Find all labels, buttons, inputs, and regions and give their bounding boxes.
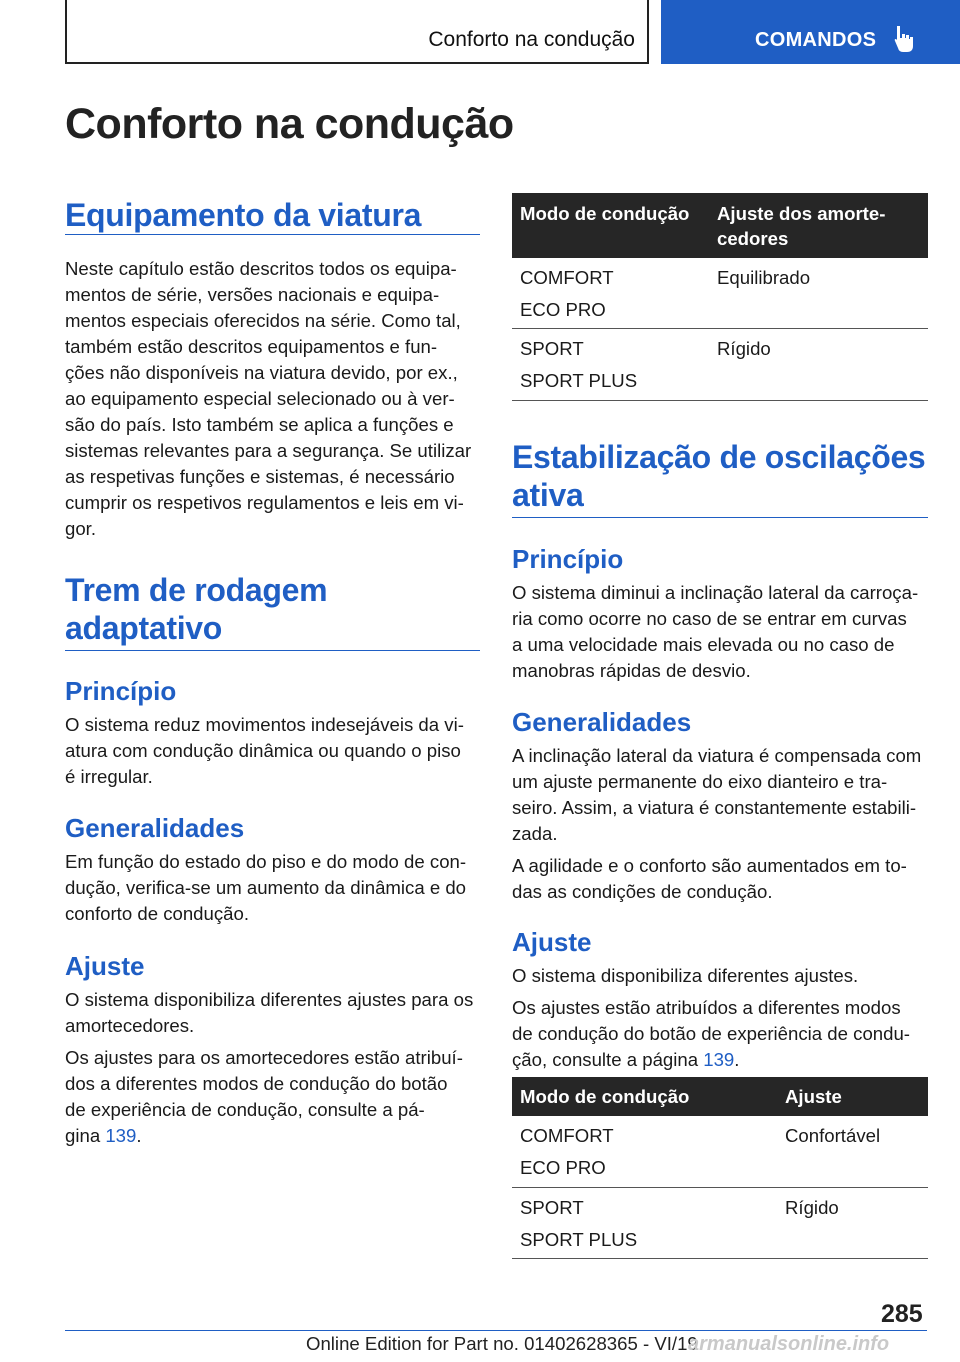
text-line: sistemas relevantes para a segurança. Se utilizar (65, 440, 472, 461)
page-title: Conforto na condução (65, 100, 514, 148)
page-link-139[interactable]: 139 (105, 1125, 137, 1146)
table-row (512, 258, 928, 329)
text-line: ções não disponíveis na viatura devido, por ex., (65, 362, 458, 383)
mode-label: SPORT PLUS (520, 370, 638, 391)
cell-mode (520, 333, 637, 397)
heading-line: Trem de rodagem (65, 572, 328, 608)
table-row (512, 1116, 928, 1188)
paragraph-generalidades (65, 849, 480, 927)
header-line: cedores (717, 228, 789, 249)
text-line: seiro. Assim, a viatura é constantemente estabili- (512, 797, 917, 818)
cell-setting: Rígido (717, 338, 771, 359)
page-number: 285 (881, 1300, 923, 1328)
heading-principio: Princípio (512, 544, 624, 574)
text-line: zada. (512, 823, 558, 844)
cell-mode (520, 1120, 614, 1184)
text-line: Em função do estado do piso e do modo de con- (65, 851, 467, 872)
table-header (512, 1077, 928, 1116)
text-line: um ajuste permanente do eixo dianteiro e tra- (512, 771, 888, 792)
heading-generalidades: Generalidades (65, 813, 245, 843)
text-line: ria como ocorre no caso de se entrar em curvas (512, 608, 907, 629)
paragraph-principio (512, 580, 928, 684)
pointing-hand-icon (893, 24, 919, 54)
paragraph-ajuste-2 (512, 995, 928, 1073)
text-line: conforto de condução. (65, 903, 250, 924)
paragraph-ajuste-1: O sistema disponibiliza diferentes ajustes. (512, 965, 859, 986)
table-row (512, 329, 928, 401)
text-line: A agilidade e o conforto são aumentados em to- (512, 855, 907, 876)
text-fragment: gina (65, 1125, 106, 1146)
text-line: cumprir os respetivos regulamentos e leis em vi- (65, 492, 464, 513)
heading-rule (512, 517, 928, 518)
text-line: Os ajustes para os amortecedores estão atribuí- (65, 1047, 463, 1068)
text-fragment: . (136, 1125, 142, 1146)
text-fragment: . (734, 1049, 740, 1070)
heading-line: adaptativo (65, 610, 223, 646)
mode-label: COMFORT (520, 1125, 614, 1146)
text-line: O sistema disponibiliza diferentes ajustes para os (65, 989, 474, 1010)
text-line: Neste capítulo estão descritos todos os equipa- (65, 258, 457, 279)
column-header-mode: Modo de condução (520, 203, 690, 224)
heading-rule (65, 650, 480, 651)
footer-rule (65, 1330, 927, 1331)
running-header-chapter (661, 0, 960, 64)
heading-line: ativa (512, 477, 584, 513)
text-line: Os ajustes estão atribuídos a diferentes modos (512, 997, 901, 1018)
page-link-139[interactable]: 139 (703, 1049, 735, 1070)
paragraph-ajuste-1 (65, 987, 480, 1039)
heading-equipamento: Equipamento da viatura (65, 197, 422, 233)
text-line: mentos de série, versões nacionais e equipa- (65, 284, 440, 305)
heading-generalidades: Generalidades (512, 707, 692, 737)
paragraph-generalidades-2 (512, 853, 928, 905)
text-line: mentos especiais oferecidos na série. Como tal, (65, 310, 461, 331)
paragraph-principio (65, 712, 480, 790)
text-line: ao equipamento especial selecionado ou à ver- (65, 388, 455, 409)
cell-mode (520, 262, 614, 326)
column-header-mode: Modo de condução (520, 1086, 690, 1107)
text-line: manobras rápidas de desvio. (512, 660, 751, 681)
cell-mode (520, 1192, 637, 1256)
table-header (512, 193, 928, 258)
heading-trem-de-rodagem (65, 571, 327, 647)
edition-note: Online Edition for Part no. 01402628365 - VI/19 (306, 1333, 698, 1354)
text-line: a uma velocidade mais elevada ou no caso de (512, 634, 895, 655)
paragraph-ajuste-2 (65, 1045, 480, 1149)
text-line: A inclinação lateral da viatura é compensada com (512, 745, 922, 766)
mode-label: SPORT (520, 1197, 584, 1218)
running-header-section-title: Conforto na condução (428, 28, 635, 51)
cell-setting: Equilibrado (717, 267, 811, 288)
cell-setting: Confortável (785, 1125, 881, 1146)
text-line: são do país. Isto também se aplica a funções e (65, 414, 454, 435)
running-header-section (65, 0, 649, 64)
heading-rule (65, 234, 480, 235)
text-line (65, 1123, 480, 1149)
text-fragment: ção, consulte a página (512, 1049, 704, 1070)
header-line: Ajuste dos amorte- (717, 203, 886, 224)
text-line: O sistema diminui a inclinação lateral da carroça- (512, 582, 919, 603)
running-header-chapter-title: COMANDOS (755, 29, 877, 51)
heading-ajuste: Ajuste (512, 927, 592, 957)
mode-label: ECO PRO (520, 299, 606, 320)
text-line: também estão descritos equipamentos e fun- (65, 336, 438, 357)
text-line: dos a diferentes modos de condução do botão (65, 1073, 448, 1094)
mode-label: SPORT PLUS (520, 1229, 638, 1250)
text-line: O sistema reduz movimentos indesejáveis da vi- (65, 714, 464, 735)
paragraph-generalidades-1 (512, 743, 928, 847)
watermark-brand: armanualsonline.info (688, 1333, 890, 1355)
text-line: é irregular. (65, 766, 153, 787)
text-line: amortecedores. (65, 1015, 195, 1036)
paragraph-equipamento (65, 256, 480, 542)
text-line: de experiência de condução, consulte a pá- (65, 1099, 425, 1120)
text-line: de condução do botão de experiência de condu- (512, 1023, 911, 1044)
table-row (512, 1188, 928, 1259)
text-line: dução, verifica-se um aumento da dinâmica e do (65, 877, 467, 898)
heading-estabilizacao (512, 438, 925, 514)
heading-principio: Princípio (65, 676, 177, 706)
cell-setting: Rígido (785, 1197, 839, 1218)
mode-label: SPORT (520, 338, 584, 359)
column-header-setting: Ajuste (785, 1086, 842, 1107)
text-line: as respetivas funções e sistemas, é necessário (65, 466, 455, 487)
text-line: gor. (65, 518, 97, 539)
mode-label: COMFORT (520, 267, 614, 288)
heading-line: Estabilização de oscilações (512, 439, 926, 475)
mode-label: ECO PRO (520, 1157, 606, 1178)
text-line: das as condições de condução. (512, 881, 773, 902)
text-line: atura com condução dinâmica ou quando o piso (65, 740, 461, 761)
column-header-setting (717, 201, 885, 251)
heading-ajuste: Ajuste (65, 951, 145, 981)
text-line (512, 1047, 928, 1073)
